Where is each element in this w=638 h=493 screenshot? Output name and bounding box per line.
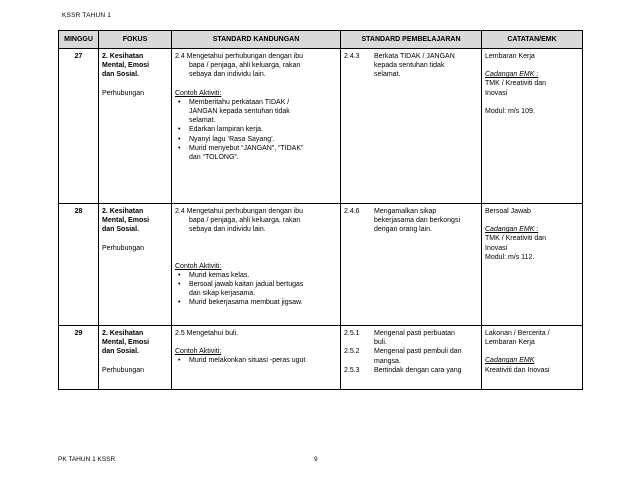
module-page: Modul: m/s 109. (485, 107, 535, 115)
activity-label: Contoh Aktiviti: (175, 262, 222, 270)
notes-resource: Lakonan / Bercerita / (485, 330, 550, 337)
focus-title-line: dan Sosial. (102, 226, 139, 234)
focus-title-line: 2. Kesihatan (102, 330, 144, 337)
focus-subtopic: Perhubungan (102, 89, 145, 97)
focus-title-line: dan Sosial. (102, 348, 139, 356)
column-header-fokus: FOKUS (99, 31, 172, 49)
focus-title-line: Mental, Emosi (102, 62, 150, 70)
learning-standard-item (344, 207, 478, 235)
notes-resource: Lembaran Kerja (485, 339, 535, 347)
emk-line: Inovasi (485, 89, 508, 97)
learning-standard-code: 2.4.3 (344, 53, 360, 60)
content-standard-heading: 2.4 Mengetahui perhubungan dengan ibu (175, 208, 304, 215)
content-standard-line: bapa / penjaga, ahli keluarga, rakan (189, 217, 301, 225)
focus-title-line: 2. Kesihatan (102, 208, 144, 215)
focus-subtopic: Perhubungan (102, 244, 145, 252)
focus-title-line: dan Sosial. (102, 71, 139, 79)
activity-label: Contoh Aktiviti: (175, 89, 222, 97)
activity-line: • Memberitahu perkataan TIDAK / (189, 98, 290, 106)
learning-standard-cell (341, 49, 482, 204)
week-number: 29 (59, 326, 99, 390)
activity-line: selamat. (189, 117, 216, 125)
table-row (59, 326, 583, 390)
content-standard-line: sebaya dan individu lain. (189, 226, 266, 234)
activity-item (175, 135, 337, 144)
focus-cell (99, 326, 172, 390)
learning-standard-line: Bertindak dengan cara yang (374, 366, 462, 374)
learning-standard-line: Mengenal pasti perbuatan (374, 330, 455, 337)
activity-item (175, 98, 337, 126)
notes-cell (482, 204, 583, 326)
activity-line: • Edarkan lampiran kerja. (189, 126, 263, 134)
learning-standard-cell (341, 204, 482, 326)
learning-standard-code: 2.4.6 (344, 208, 360, 215)
activity-line: dan “TOLONG”. (189, 154, 239, 162)
column-header-catatan-emk: CATATAN/EMK (482, 31, 583, 49)
emk-line: Kreativiti dan Inovasi (485, 366, 550, 374)
focus-title-line: Mental, Emosi (102, 339, 150, 347)
activity-list (175, 271, 337, 308)
activity-item (175, 125, 337, 134)
learning-standard-code: 2.5.3 (344, 366, 360, 374)
column-header-standard-pembelajaran: STANDARD PEMBELAJARAN (341, 31, 482, 49)
learning-standard-item (344, 366, 478, 375)
activity-line: dan sikap kerjasama. (189, 290, 256, 298)
page-number: 9 (314, 456, 318, 463)
activity-list (175, 98, 337, 162)
page-footer-label: PK TAHUN 1 KSSR (58, 456, 116, 463)
focus-title-line: 2. Kesihatan (102, 53, 144, 60)
learning-standard-line: dengan orang lain. (374, 226, 432, 234)
learning-standard-line: kepada sentuhan tidak (374, 62, 445, 70)
learning-standard-code: 2.5.2 (344, 348, 360, 356)
learning-standard-code: 2.5.1 (344, 330, 360, 337)
learning-standard-line: bekerjasama dan berkongsi (374, 217, 460, 225)
activity-line: • Murid kemas kelas. (189, 271, 250, 279)
learning-standard-item (344, 347, 478, 365)
emk-label: Cadangan EMK (485, 357, 535, 365)
notes-resource: Lembaran Kerja (485, 53, 535, 60)
emk-label: Cadangan EMK : (485, 226, 539, 234)
emk-label: Cadangan EMK : (485, 71, 539, 79)
lesson-plan-table (58, 30, 583, 390)
content-standard-line: bapa / penjaga, ahli keluarga, rakan (189, 62, 301, 70)
content-standard-cell (172, 204, 341, 326)
learning-standard-item (344, 329, 478, 347)
emk-line: TMK / Kreativiti dan (485, 80, 547, 88)
column-header-standard-kandungan: STANDARD KANDUNGAN (172, 31, 341, 49)
content-standard-cell (172, 49, 341, 204)
notes-cell (482, 49, 583, 204)
activity-item (175, 298, 337, 307)
module-page: Modul: m/s 112. (485, 253, 535, 261)
activity-item (175, 356, 337, 365)
content-standard-heading: 2.5 Mengetahui buli. (175, 330, 239, 337)
activity-item (175, 271, 337, 280)
page-header: KSSR TAHUN 1 (62, 12, 112, 19)
learning-standard-cell (341, 326, 482, 390)
emk-line: TMK / Kreativiti dan (485, 235, 547, 243)
activity-item (175, 280, 337, 298)
learning-standard-line: Berkata TIDAK / JANGAN (374, 53, 455, 60)
focus-subtopic: Perhubungan (102, 366, 145, 374)
focus-title-line: Mental, Emosi (102, 217, 150, 225)
focus-cell (99, 49, 172, 204)
learning-standard-line: Mengamalkan sikap (374, 208, 437, 215)
activity-line: • Bersoal jawab kaitan jadual bertugas (189, 281, 304, 289)
content-standard-line: sebaya dan individu lain. (189, 71, 266, 79)
table-row (59, 204, 583, 326)
content-standard-cell (172, 326, 341, 390)
activity-line: • Murid bekerjasama membuat jigsaw. (189, 299, 303, 307)
table-header-row (59, 31, 583, 49)
activity-item (175, 144, 337, 162)
emk-line: Inovasi (485, 244, 508, 252)
content-standard-heading: 2.4 Mengetahui perhubungan dengan ibu (175, 53, 304, 60)
learning-standard-item (344, 52, 478, 80)
activity-label: Contoh Aktiviti: (175, 348, 222, 356)
column-header-minggu: MINGGU (59, 31, 99, 49)
notes-resource: Bersoal Jawab (485, 208, 531, 215)
focus-cell (99, 204, 172, 326)
learning-standard-line: Mengenal pasti pembuli dan (374, 348, 462, 356)
learning-standard-line: buli. (374, 339, 387, 347)
learning-standard-line: selamat. (374, 71, 401, 79)
notes-cell (482, 326, 583, 390)
week-number: 27 (59, 49, 99, 204)
activity-line: JANGAN kepada sentuhan tidak (189, 108, 290, 116)
activity-line: • Murid menyebut “JANGAN”, “TIDAK” (189, 144, 304, 152)
learning-standard-line: mangsa. (374, 357, 401, 365)
activity-line: • Nyanyi lagu ‘Rasa Sayang’. (189, 135, 275, 143)
table-row (59, 49, 583, 204)
activity-list (175, 356, 337, 365)
activity-line: • Murid melakonkan situasi -peras ugut (189, 357, 306, 365)
week-number: 28 (59, 204, 99, 326)
